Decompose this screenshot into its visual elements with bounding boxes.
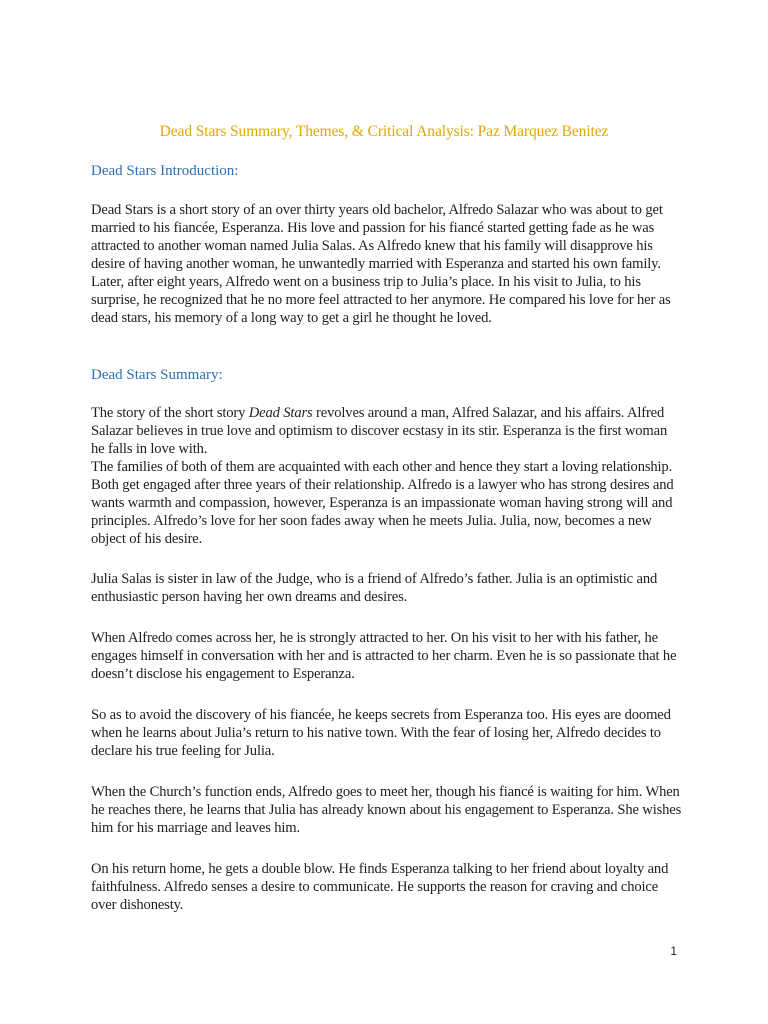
summary-paragraph-4: When Alfredo comes across her, he is strongly attracted to her. On his visit to her with his father, he engages himself in conversation with her and is attracted to her charm. Even he is so passionate that he doesn’t disclose his engagement to Esperanza. [91, 630, 677, 682]
summary-paragraph-3: Julia Salas is sister in law of the Judge, who is a friend of Alfredo’s father. Julia is an optimistic and enthusiastic person having her own dreams and desires. [91, 571, 658, 605]
summary-paragraph-1 [91, 404, 684, 458]
summary-p1-text-end: revolves around a man, Alfred Salazar, and his affairs. Alfred Salazar believes in true love and optimism to discover ecstasy in its stir. Esperanza is the first woman he falls in love with. [91, 405, 668, 457]
story-title-italic: Dead Stars [248, 405, 313, 421]
summary-paragraph-7: On his return home, he gets a double blow. He finds Esperanza talking to her friend about loyalty and faithfulness. Alfredo senses a desire to communicate. He supports the reason for craving and choice over dishonesty. [91, 861, 669, 913]
summary-paragraph-6: When the Church’s function ends, Alfredo goes to meet her, though his fiancé is waiting for him. When he reaches there, he learns that Julia has already known about his engagement to Esperanza. She wishes him for his marriage and leaves him. [91, 784, 682, 836]
page-number: 1 [670, 944, 677, 958]
intro-paragraph: Dead Stars is a short story of an over thirty years old bachelor, Alfredo Salazar who was about to get married to his fiancée, Esperanza. His love and passion for his fiancé started getting fade as he was attracted to another woman named Julia Salas. As Alfredo knew that his family will disapprove his desire of having another woman, he unwantedly married with Esperanza and started his own family. Later, after eight years, Alfredo went on a business trip to Julia’s place. In his visit to Julia, to his surprise, he recognized that he no more feel attracted to her anymore. He compared his love for her as dead stars, his memory of a long way to get a girl he thought he loved. [91, 202, 671, 326]
summary-paragraph-2: The families of both of them are acquainted with each other and hence they start a loving relationship. Both get engaged after three years of their relationship. Alfredo is a lawyer who has strong desires and wants warmth and compassion, however, Esperanza is an impassionate woman having strong will and principles. Alfredo’s love for her soon fades away when he meets Julia. Julia, now, becomes a new object of his desire. [91, 459, 674, 547]
summary-paragraph-5: So as to avoid the discovery of his fiancée, he keeps secrets from Esperanza too. His eyes are doomed when he learns about Julia’s return to his native town. With the fear of losing her, Alfredo decides to declare his true feeling for Julia. [91, 707, 671, 759]
document-title: Dead Stars Summary, Themes, & Critical Analysis: Paz Marquez Benitez [159, 123, 609, 140]
intro-heading: Dead Stars Introduction: [91, 163, 239, 179]
summary-p1-text-start: The story of the short story [91, 405, 249, 421]
summary-heading: Dead Stars Summary: [91, 367, 223, 383]
